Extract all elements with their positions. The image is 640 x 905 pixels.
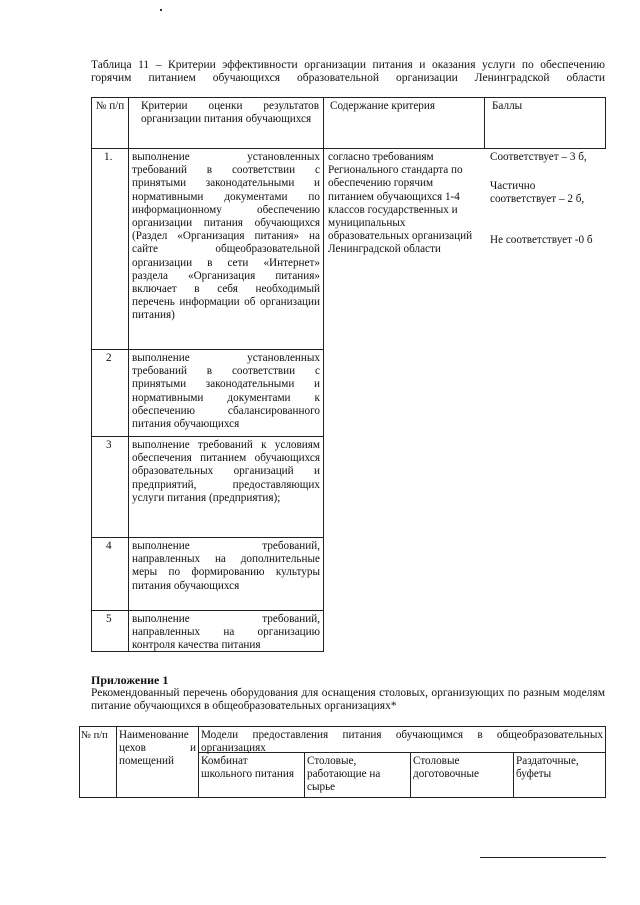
footer-rule [480,857,606,858]
row-criteria: выполнение установленных требований в соответствии с принятыми законодательными и нормативными документами по информационному обеспечению организации питания обучающихся (Раздел «Организация питания» на сайте общеобразовательной организации в сети «Интернет» раздела «Организация питания» включает в себя необходимый перечень информации об организации питания) [132,151,320,322]
row-criteria: выполнение установленных требований в соответствии с принятыми законодательными и нормативными документами к обеспечению сбалансированного питания обучающихся [132,352,320,431]
header-content: Содержание критерия [330,100,436,112]
scan-mark [160,9,162,11]
row-num: 5 [106,613,112,625]
row-num: 2 [106,352,112,364]
table-caption: Таблица 11 – Критерии эффективности организации питания и оказания услуги по обеспечению горячим питанием обучающихся образовательной организации Ленинградской области [91,59,605,84]
equip-subheader: Раздаточные, буфеты [516,755,579,781]
score-partial: Частично соответствует – 2 б, [490,180,585,206]
appendix-title: Приложение 1 [91,673,169,687]
row-criteria: выполнение требований, направленных на дополнительные меры по формированию культуры питания обучающихся [132,540,320,592]
header-num: № п/п [95,100,125,112]
row-num: 4 [106,540,112,552]
row-criteria: выполнение требований к условиям обеспечения питанием обучающихся образовательных организаций и предприятий, предоставляющих услуги питания (предприятия); [132,439,320,504]
row-criteria: выполнение требований, направленных на организацию контроля качества питания [132,613,320,652]
score-none: Не соответствует -0 б [490,234,593,246]
row-num: 3 [106,439,112,451]
equip-header-name: Наименование цехов и помещений [119,729,196,768]
header-criteria: Критерии оценки результатов организации питания обучающихся [141,100,319,126]
row-num: 1. [104,151,113,163]
equip-header-models: Модели предоставления питания обучающимся в общеобразовательных организациях [201,729,603,755]
equip-subheader: Столовые, работающие на сырье [307,755,381,794]
header-score: Баллы [492,100,523,112]
appendix-description: Рекомендованный перечень оборудования для оснащения столовых, организующих по разным моделям питание обучающихся в общеобразовательных организациях* [91,687,605,712]
equip-header-num: № п/п [81,730,108,741]
equip-subheader: Комбинат школьного питания [201,755,294,781]
score-matches: Соответствует – 3 б, [490,151,587,163]
equip-subheader: Столовые доготовочные [413,755,479,781]
criteria-content: согласно требованиям Регионального стандарта по обеспечению горячим питанием обучающихся 1-4 классов государственных и муниципальных образовательных организаций Ленинградской области [328,151,473,256]
